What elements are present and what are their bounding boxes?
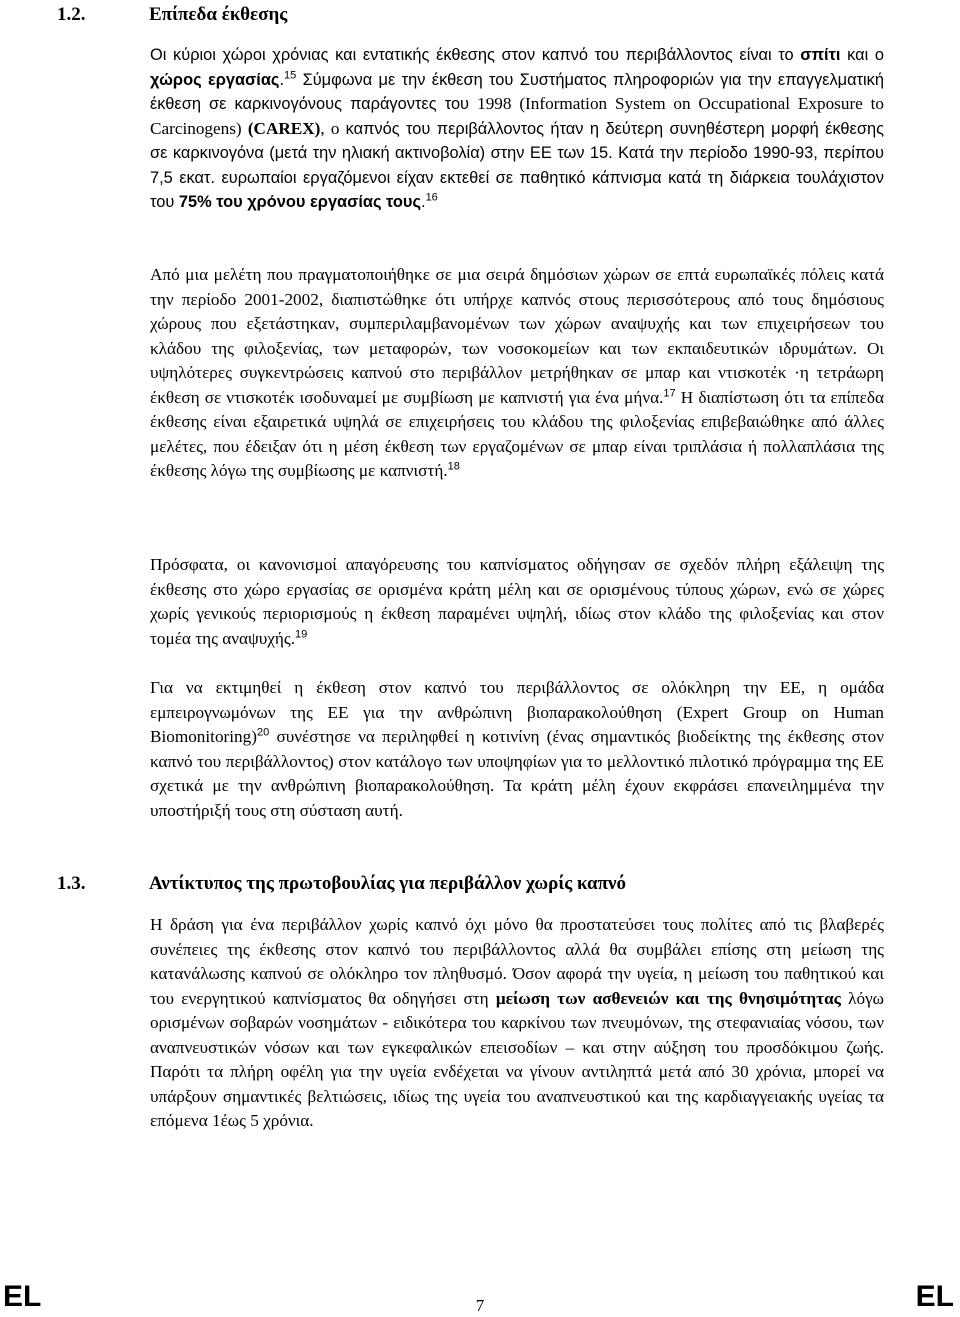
footer-language-right: EL <box>915 1280 954 1313</box>
section-title: Επίπεδα έκθεσης <box>149 4 288 25</box>
bold-carex: (CAREX) <box>247 118 321 138</box>
footer-language-left: EL <box>3 1280 42 1313</box>
paragraph-biomonitoring: Για να εκτιμηθεί η έκθεση στον καπνό του περιβάλλοντος σε ολόκληρη την ΕΕ, η ομάδα εμπειρογνωμόνων της ΕΕ για την ανθρώπινη βιοπαρακολούθηση (Expert Group on Human Biomonitoring)$^{20}$ συνέστησε να περιληφθεί η κοτινίνη (ένας σημαντικός βιοδείκτης της έκθεσης στον καπνό του περιβάλλοντος) στον κατάλογο των υποψηφίων για το μελλοντικό πιλοτικό πρόγραμμα της ΕΕ σχετικά με την ανθρώπινη βιοπαρακολούθηση. Τα κράτη μέλη έχουν εκφράσει επανειλημμένα την υποστήριξή τους στη σύσταση αυτή. <box>150 678 884 820</box>
footnote-ref: 17 <box>663 386 676 399</box>
paragraph-impact: Η δράση για ένα περιβάλλον χωρίς καπνό όχι μόνο θα προστατεύσει τους πολίτες από τις βλαβερές συνέπειες της έκθεσης στον καπνό του περιβάλλοντος αλλά θα συμβάλει επίσης στη μείωση της κατανάλωσης καπνού σε ολόκληρο τον πληθυσμό. Όσον αφορά την υγεία, η μείωση του παθητικού και του ενεργητικού καπνίσματος θα οδηγήσει στη μείωση των ασθενειών και της θνησιμότητας λόγω ορισμένων σοβαρών νοσημάτων - ειδικότερα του καρκίνου των πνευμόνων, της στεφανιαίας νόσου, των αναπνευστικών νόσων και των εγκεφαλικών επεισοδίων – και στην αύξηση του προσδόκιμου ζωής. Παρότι τα πλήρη οφέλη για την υγεία ενδέχεται να γίνουν αντιληπτά μετά από 30 χρόνια, μπορεί να υπάρξουν σημαντικές βελτιώσεις, ιδίως της υγεία του αναπνευστικού και της καρδιαγγειακής υγείας τα επόμενα 1έως 5 χρόνια. <box>150 915 884 1130</box>
footnote-ref: 20 <box>256 726 270 739</box>
bold-home: σπίτι <box>800 46 841 64</box>
page-number: 7 <box>475 1296 485 1315</box>
footnote-ref: 18 <box>447 460 460 473</box>
bold-workplace: χώρος εργασίας <box>150 70 280 89</box>
bold-work-time: 75% του χρόνου εργασίας τους <box>178 193 421 211</box>
paragraph-workplace-exposure: Οι κύριοι χώροι χρόνιας και εντατικής έκθεσης στον καπνό του περιβάλλοντος είναι το σπίτι και ο χώρος εργασίας.$^{15}$ Σύμφωνα με την έκθεση του Συστήματος πληροφοριών για την επαγγελματική έκθεση σε καρκινογόνους παράγοντες του 1998 (Information System on Occupational Exposure to Carcinogens) (CAREX), ο καπνός του περιβάλλοντος ήταν η δεύτερη συνηθέστερη μορφή έκθεσης σε καρκινογόνα (μετά την ηλιακή ακτινοβολία) στην ΕΕ των 15. Κατά την περίοδο 1990-93, περίπου 7,5 εκατ. ευρωπαίοι εργαζόμενοι είχαν εκτεθεί σε παθητικό κάπνισμα κατά τη διάρκεια τουλάχιστον του 75% του χρόνου εργασίας τους.$^{16}$ <box>150 46 885 211</box>
footnote-ref: 16 <box>425 191 438 204</box>
paragraph-recent-regulations: Πρόσφατα, οι κανονισμοί απαγόρευσης του καπνίσματος οδήγησαν σε σχεδόν πλήρη εξάλειψη της έκθεσης στο χώρο εργασίας σε ορισμένα κράτη μέλη και σε ορισμένους τύπους χώρων, ενώ σε χώρες χωρίς γενικούς περιορισμούς η έκθεση παραμένει υψηλή, ιδίως στον κλάδο της φιλοξενίας και στον τομέα της αναψυχής.$^{19}$ <box>150 555 884 648</box>
paragraph-public-places-study: Από μια μελέτη που πραγματοποιήθηκε σε μια σειρά δημόσιων χώρων σε επτά ευρωπαϊκές πόλεις κατά την περίοδο 2001-2002, διαπιστώθηκε ότι υπήρχε καπνός στους περισσότερους από τους δημόσιους χώρους που εξετάστηκαν, συμπεριλαμβανομένων των χώρων αναψυχής και των επιχειρήσεων του κλάδου της φιλοξενίας, των μεταφορών, των νοσοκομείων και των εκπαιδευτικών ιδρυμάτων. Οι υψηλότερες συγκεντρώσεις καπνού στο περιβάλλον μετρήθηκαν σε μπαρ και ντισκοτέκ ·η τετράωρη έκθεση σε ντισκοτέκ ισοδυναμεί με συμβίωση με καπνιστή για ένα μήνα.$^{17}$ Η διαπίστωση ότι τα επίπεδα έκθεσης είναι εξαιρετικά υψηλά σε επιχειρήσεις του κλάδου της φιλοξενίας επιβεβαιώθηκε από άλλες μελέτες, που έδειξαν ότι η μέση έκθεση των εργαζομένων σε μπαρ είναι τριπλάσια ή πολλαπλάσια της έκθεσης λόγω της συμβίωσης με καπνιστή.$^{18}$ <box>150 265 884 480</box>
section-heading-1-3 <box>57 872 626 896</box>
bold-mortality-reduction: μείωση των ασθενειών και της θνησιμότητας <box>495 988 841 1008</box>
footnote-ref: 15 <box>284 69 297 82</box>
section-title: Αντίκτυπος της πρωτοβουλίας για περιβάλλον χωρίς καπνό <box>149 873 626 894</box>
section-heading-1-2 <box>57 3 287 27</box>
footnote-ref: 19 <box>295 627 308 640</box>
section-number: 1.2. <box>57 4 86 25</box>
section-number: 1.3. <box>57 873 86 894</box>
